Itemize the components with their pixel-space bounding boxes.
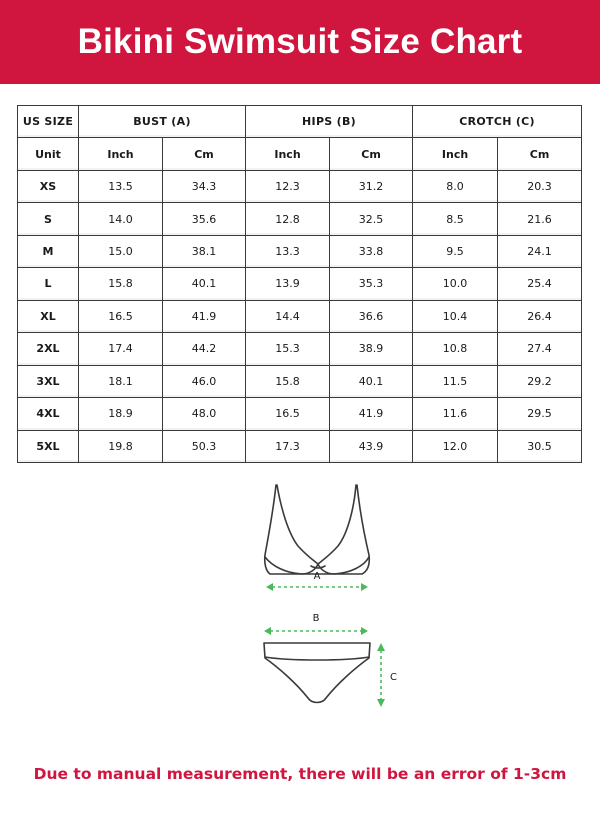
- hips-measure-arrow: [264, 627, 368, 635]
- value-cell: 29.2: [498, 365, 582, 397]
- value-cell: 20.3: [498, 170, 582, 202]
- table-row: [18, 203, 582, 235]
- hips-label: B: [312, 613, 320, 624]
- unit-label: Unit: [18, 138, 79, 170]
- value-cell: 25.4: [498, 268, 582, 300]
- value-cell: 36.6: [330, 300, 413, 332]
- value-cell: 24.1: [498, 235, 582, 267]
- value-cell: 15.0: [79, 235, 163, 267]
- page-title: Bikini Swimsuit Size Chart: [77, 22, 523, 61]
- size-cell: 2XL: [18, 333, 79, 365]
- unit-cell: Cm: [498, 138, 582, 170]
- unit-cell: Inch: [79, 138, 163, 170]
- bust-header: BUST (A): [79, 106, 246, 138]
- value-cell: 38.9: [330, 333, 413, 365]
- value-cell: 21.6: [498, 203, 582, 235]
- table-row: [18, 300, 582, 332]
- value-cell: 15.3: [246, 333, 330, 365]
- bikini-top-outline: [265, 485, 370, 574]
- table-row: [18, 398, 582, 430]
- value-cell: 16.5: [79, 300, 163, 332]
- value-cell: 17.4: [79, 333, 163, 365]
- table-row: [18, 268, 582, 300]
- crotch-measure-arrow: [377, 643, 385, 707]
- value-cell: 18.9: [79, 398, 163, 430]
- size-cell: 3XL: [18, 365, 79, 397]
- value-cell: 10.8: [413, 333, 498, 365]
- value-cell: 29.5: [498, 398, 582, 430]
- title-banner: [0, 0, 600, 84]
- measurement-note: Due to manual measurement, there will be an error of 1-3cm: [33, 765, 567, 783]
- value-cell: 12.8: [246, 203, 330, 235]
- size-cell: L: [18, 268, 79, 300]
- unit-cell: Inch: [246, 138, 330, 170]
- table-row: [18, 430, 582, 462]
- bikini-bottom-outline: [264, 643, 370, 703]
- value-cell: 13.5: [79, 170, 163, 202]
- value-cell: 41.9: [163, 300, 246, 332]
- size-cell: 5XL: [18, 430, 79, 462]
- table-row: [18, 333, 582, 365]
- value-cell: 26.4: [498, 300, 582, 332]
- value-cell: 14.4: [246, 300, 330, 332]
- value-cell: 38.1: [163, 235, 246, 267]
- table-row: [18, 365, 582, 397]
- value-cell: 13.3: [246, 235, 330, 267]
- size-cell: 4XL: [18, 398, 79, 430]
- unit-row: [18, 138, 582, 170]
- size-chart-table: [17, 105, 582, 463]
- size-cell: XS: [18, 170, 79, 202]
- value-cell: 48.0: [163, 398, 246, 430]
- value-cell: 35.3: [330, 268, 413, 300]
- bust-label: A: [313, 571, 321, 582]
- value-cell: 33.8: [330, 235, 413, 267]
- value-cell: 19.8: [79, 430, 163, 462]
- value-cell: 32.5: [330, 203, 413, 235]
- value-cell: 12.0: [413, 430, 498, 462]
- value-cell: 9.5: [413, 235, 498, 267]
- value-cell: 13.9: [246, 268, 330, 300]
- size-cell: XL: [18, 300, 79, 332]
- value-cell: 14.0: [79, 203, 163, 235]
- value-cell: 11.6: [413, 398, 498, 430]
- size-column-header: US SIZE: [18, 106, 79, 138]
- value-cell: 43.9: [330, 430, 413, 462]
- bust-measure-arrow: [266, 583, 368, 591]
- value-cell: 30.5: [498, 430, 582, 462]
- value-cell: 10.4: [413, 300, 498, 332]
- value-cell: 11.5: [413, 365, 498, 397]
- value-cell: 16.5: [246, 398, 330, 430]
- unit-cell: Cm: [163, 138, 246, 170]
- crotch-header: CROTCH (C): [413, 106, 582, 138]
- value-cell: 15.8: [246, 365, 330, 397]
- value-cell: 15.8: [79, 268, 163, 300]
- value-cell: 40.1: [330, 365, 413, 397]
- value-cell: 31.2: [330, 170, 413, 202]
- unit-cell: Inch: [413, 138, 498, 170]
- crotch-label: C: [390, 672, 397, 683]
- value-cell: 18.1: [79, 365, 163, 397]
- value-cell: 44.2: [163, 333, 246, 365]
- value-cell: 41.9: [330, 398, 413, 430]
- table-row: [18, 235, 582, 267]
- value-cell: 8.5: [413, 203, 498, 235]
- table-row: [18, 170, 582, 202]
- value-cell: 17.3: [246, 430, 330, 462]
- value-cell: 8.0: [413, 170, 498, 202]
- value-cell: 10.0: [413, 268, 498, 300]
- unit-cell: Cm: [330, 138, 413, 170]
- size-cell: S: [18, 203, 79, 235]
- value-cell: 34.3: [163, 170, 246, 202]
- hips-header: HIPS (B): [246, 106, 413, 138]
- value-cell: 27.4: [498, 333, 582, 365]
- value-cell: 50.3: [163, 430, 246, 462]
- size-cell: M: [18, 235, 79, 267]
- value-cell: 46.0: [163, 365, 246, 397]
- value-cell: 40.1: [163, 268, 246, 300]
- value-cell: 12.3: [246, 170, 330, 202]
- header-row: [18, 106, 582, 138]
- value-cell: 35.6: [163, 203, 246, 235]
- measurement-diagram: [0, 478, 600, 718]
